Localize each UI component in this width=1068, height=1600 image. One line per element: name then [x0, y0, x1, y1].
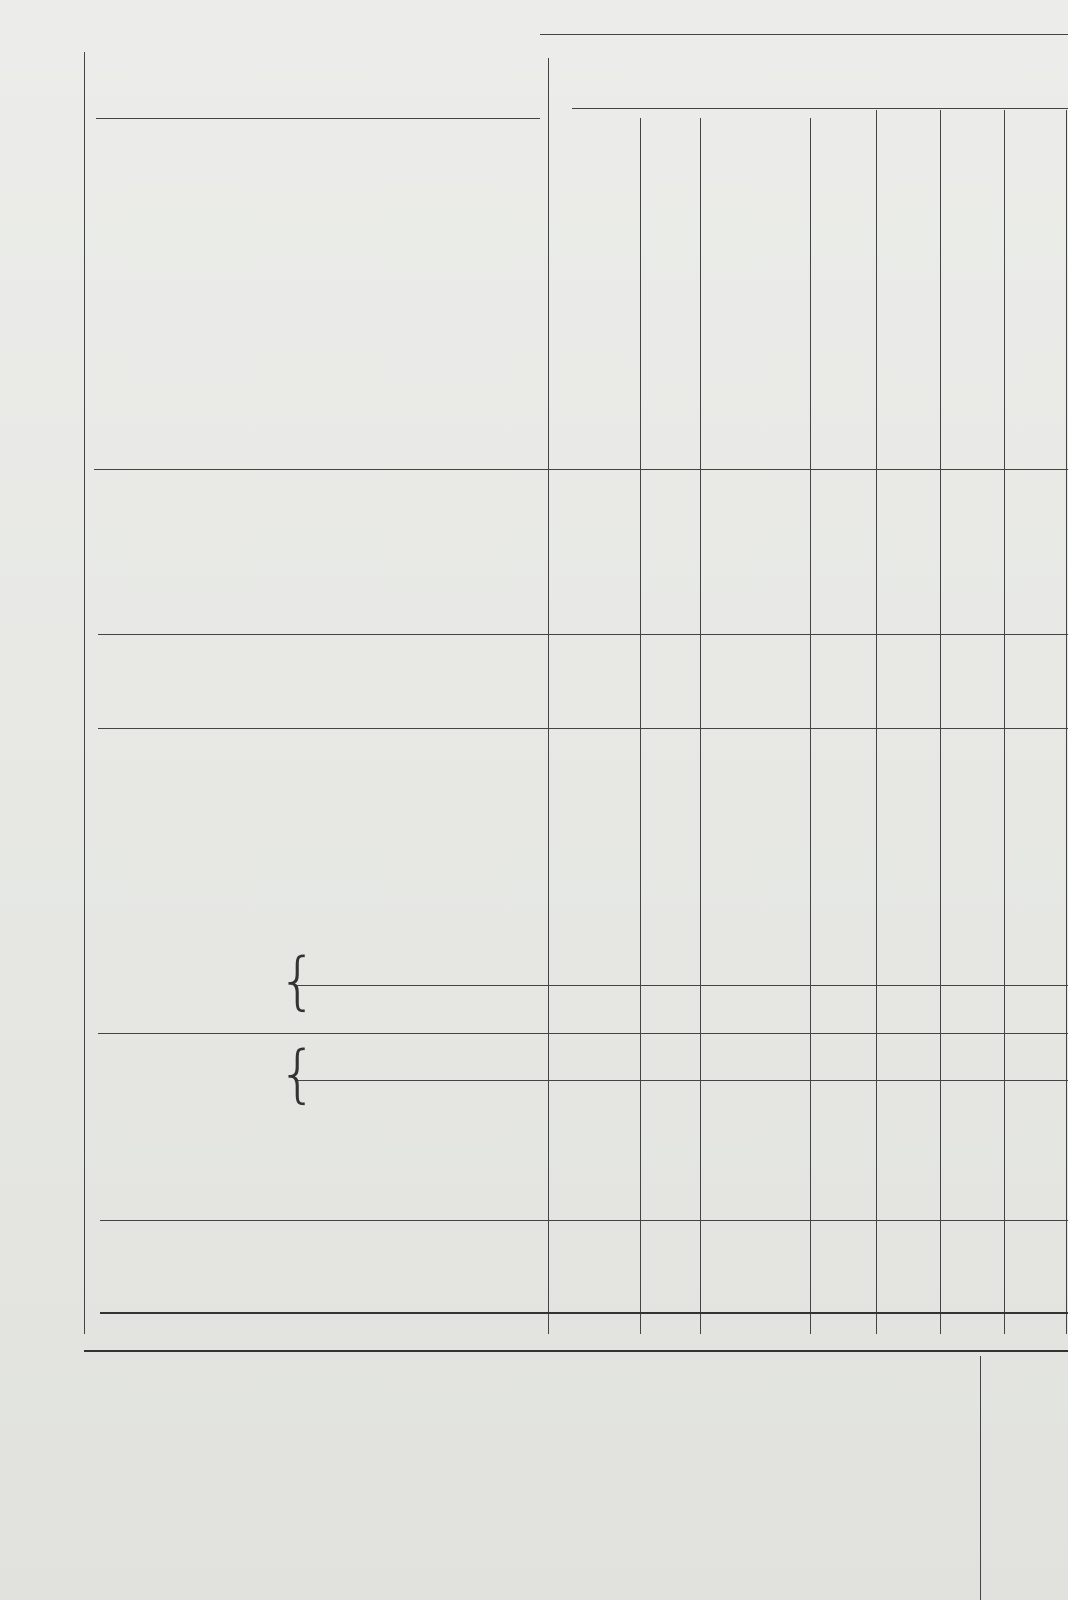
col-divider-6 — [1004, 110, 1005, 1334]
col-divider-stations — [548, 58, 549, 1334]
notes-divider — [980, 1356, 981, 1600]
col-divider-2 — [700, 118, 701, 1334]
frame-left — [84, 52, 85, 1334]
section-rule-2 — [98, 634, 1068, 635]
wakefield-westgate-underline — [296, 985, 1068, 986]
col-divider-7 — [1066, 110, 1067, 1334]
col-divider-5 — [940, 110, 941, 1334]
header-rule-right — [572, 108, 1068, 109]
top-rule — [540, 34, 1068, 35]
section-rule-3 — [98, 728, 1068, 729]
col-divider-4 — [876, 110, 877, 1334]
wakefield-brace-dep: { — [278, 1037, 318, 1110]
section-rule-1 — [94, 469, 1068, 470]
section-rule-4 — [98, 1033, 1068, 1034]
col-divider-3 — [810, 118, 811, 1334]
bottom-rule — [84, 1350, 1068, 1352]
section-rule-5 — [100, 1220, 1068, 1221]
wakefield-kirkgate-underline — [296, 1080, 1068, 1081]
wakefield-brace-arr: { — [278, 944, 318, 1017]
header-rule-left — [96, 118, 540, 119]
section-rule-6 — [100, 1312, 1068, 1314]
col-divider-1 — [640, 118, 641, 1334]
